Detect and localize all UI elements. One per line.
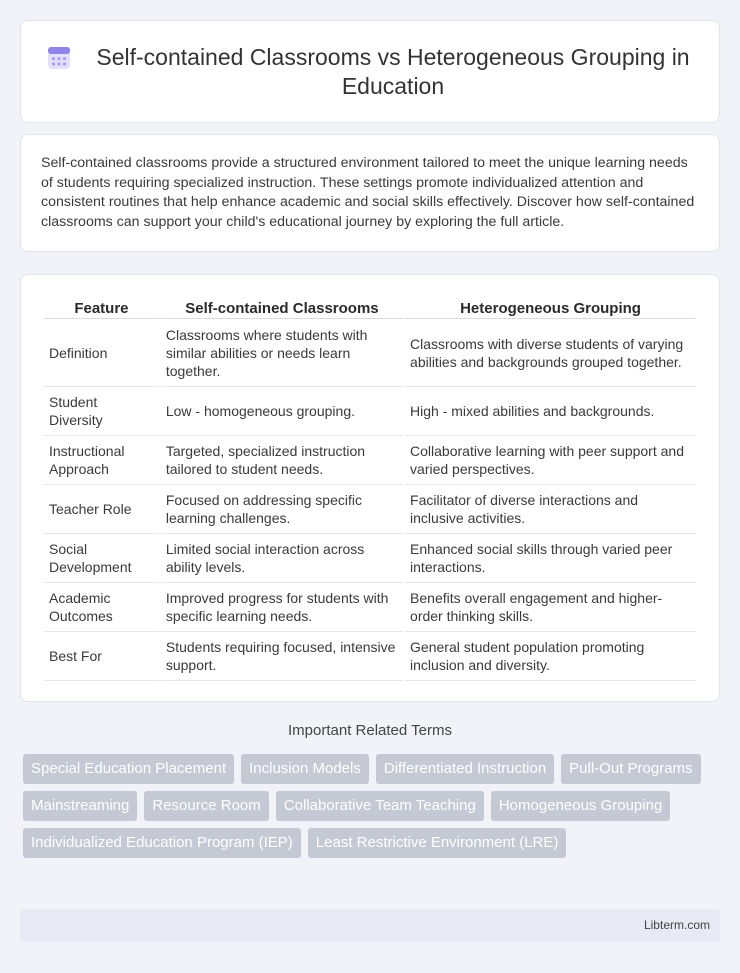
self-contained-cell: Improved progress for students with specific learning needs.	[161, 583, 403, 632]
feature-cell: Best For	[44, 632, 159, 681]
term-tag-mainstreaming[interactable]: Mainstreaming	[23, 791, 137, 821]
term-tag-inclusion-models[interactable]: Inclusion Models	[241, 754, 369, 784]
self-contained-cell: Focused on addressing specific learning challenges.	[161, 485, 403, 534]
header-heterogeneous: Heterogeneous Grouping	[405, 295, 696, 319]
term-tag-resource-room[interactable]: Resource Room	[144, 791, 268, 821]
table-row	[44, 534, 696, 583]
footer	[20, 909, 720, 942]
self-contained-cell: Limited social interaction across ability levels.	[161, 534, 403, 583]
feature-cell: Teacher Role	[44, 485, 159, 534]
page-title: Self-contained Classrooms vs Heterogeneous Grouping in Education	[96, 43, 690, 99]
feature-cell: Definition	[44, 319, 159, 387]
term-tag-lre[interactable]: Least Restrictive Environment (LRE)	[308, 828, 567, 858]
term-tag-special-education-placement[interactable]: Special Education Placement	[23, 754, 234, 784]
intro-card	[20, 134, 720, 252]
heterogeneous-cell: Collaborative learning with peer support and varied perspectives.	[405, 436, 696, 485]
table-row	[44, 387, 696, 436]
table-row	[44, 436, 696, 485]
self-contained-cell: Low - homogeneous grouping.	[161, 387, 403, 436]
intro-paragraph: Self-contained classrooms provide a structured environment tailored to meet the unique learning needs of students requiring specialized instruction. These settings promote individualized attention and consistent routines that help enhance academic and social skills effectively. Discover how self-contained classrooms can support your child's educational journey by exploring the full article.	[41, 155, 695, 230]
heterogeneous-cell: Facilitator of diverse interactions and inclusive activities.	[405, 485, 696, 534]
term-tag-collaborative-team-teaching[interactable]: Collaborative Team Teaching	[276, 791, 484, 821]
related-terms-list	[23, 754, 723, 865]
self-contained-cell: Students requiring focused, intensive support.	[161, 632, 403, 681]
heterogeneous-cell: High - mixed abilities and backgrounds.	[405, 387, 696, 436]
heterogeneous-cell: Enhanced social skills through varied peer interactions.	[405, 534, 696, 583]
table-row	[44, 319, 696, 387]
term-tag-homogeneous-grouping[interactable]: Homogeneous Grouping	[491, 791, 670, 821]
header-self-contained: Self-contained Classrooms	[161, 295, 403, 319]
term-tag-differentiated-instruction[interactable]: Differentiated Instruction	[376, 754, 554, 784]
feature-cell: Student Diversity	[44, 387, 159, 436]
table-row	[44, 485, 696, 534]
term-tag-iep[interactable]: Individualized Education Program (IEP)	[23, 828, 301, 858]
term-tag-pull-out-programs[interactable]: Pull-Out Programs	[561, 754, 700, 784]
self-contained-cell: Targeted, specialized instruction tailored to student needs.	[161, 436, 403, 485]
feature-cell: Academic Outcomes	[44, 583, 159, 632]
footer-site-link[interactable]: Libterm.com	[643, 918, 710, 932]
self-contained-cell: Classrooms where students with similar abilities or needs learn together.	[161, 319, 403, 387]
title-card	[20, 20, 720, 123]
header-feature: Feature	[44, 295, 159, 319]
heterogeneous-cell: General student population promoting inclusion and diversity.	[405, 632, 696, 681]
table-row	[44, 632, 696, 681]
heterogeneous-cell: Benefits overall engagement and higher-order thinking skills.	[405, 583, 696, 632]
calendar-grid-icon	[45, 44, 73, 72]
table-row	[44, 583, 696, 632]
comparison-card	[20, 274, 720, 702]
related-terms-title: Important Related Terms	[288, 722, 452, 739]
comparison-table	[42, 295, 698, 681]
feature-cell: Instructional Approach	[44, 436, 159, 485]
heterogeneous-cell: Classrooms with diverse students of varying abilities and backgrounds grouped together.	[405, 319, 696, 387]
feature-cell: Social Development	[44, 534, 159, 583]
